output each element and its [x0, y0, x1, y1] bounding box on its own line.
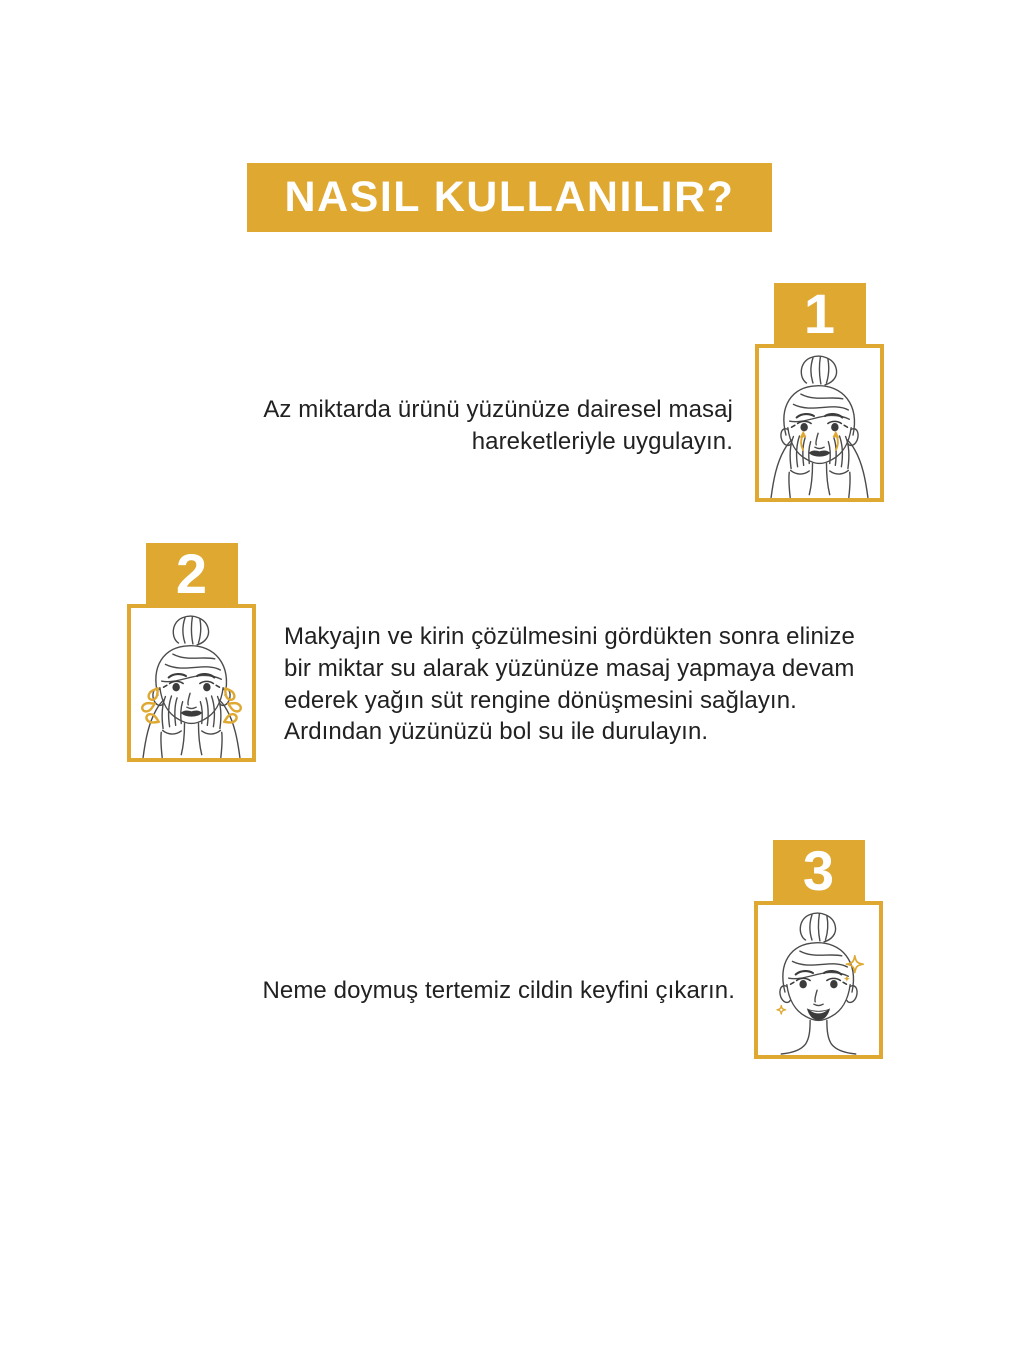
step-3-illustration-frame — [754, 901, 883, 1059]
step-1-text — [263, 394, 733, 458]
step-1-figure — [755, 283, 884, 502]
step-1-number: 1 — [803, 281, 836, 345]
step-1-illustration-frame — [755, 344, 884, 502]
step-2-illustration-frame — [127, 604, 256, 762]
face-rinse-droplets-illustration — [131, 608, 252, 758]
step-3-figure — [754, 840, 883, 1059]
face-massage-arrows-illustration — [759, 348, 880, 498]
step-3-text — [262, 975, 735, 1007]
step-2-text-line: Ardından yüzünüzü bol su ile durulayın. — [284, 718, 709, 746]
step-1-number-box — [774, 283, 866, 344]
water-droplets-icon — [141, 686, 242, 725]
clean-face-sparkles-illustration — [758, 905, 879, 1055]
step-2-text-line: bir miktar su alarak yüzünüze masaj yapmaya devam — [284, 654, 855, 682]
massage-arrow-icon — [800, 431, 839, 450]
step-2-number: 2 — [175, 541, 208, 605]
step-2-text — [284, 621, 855, 748]
step-1-text-line: hareketleriyle uygulayın. — [471, 427, 733, 455]
step-2-text-line: Makyajın ve kirin çözülmesini gördükten sonra elinize — [284, 623, 855, 650]
step-1-text-line: Az miktarda ürünü yüzünüze dairesel masaj — [263, 396, 733, 423]
step-3-text-line: Neme doymuş tertemiz cildin keyfini çıkarın. — [262, 977, 735, 1004]
step-3-number: 3 — [802, 838, 835, 902]
step-2-figure — [127, 543, 256, 762]
step-3-number-box — [773, 840, 865, 901]
step-2-text-line: ederek yağın süt rengine dönüşmesini sağlayın. — [284, 686, 797, 714]
step-2-number-box — [146, 543, 238, 604]
page-title: NASIL KULLANILIR? — [284, 173, 735, 221]
title-banner — [247, 163, 772, 232]
